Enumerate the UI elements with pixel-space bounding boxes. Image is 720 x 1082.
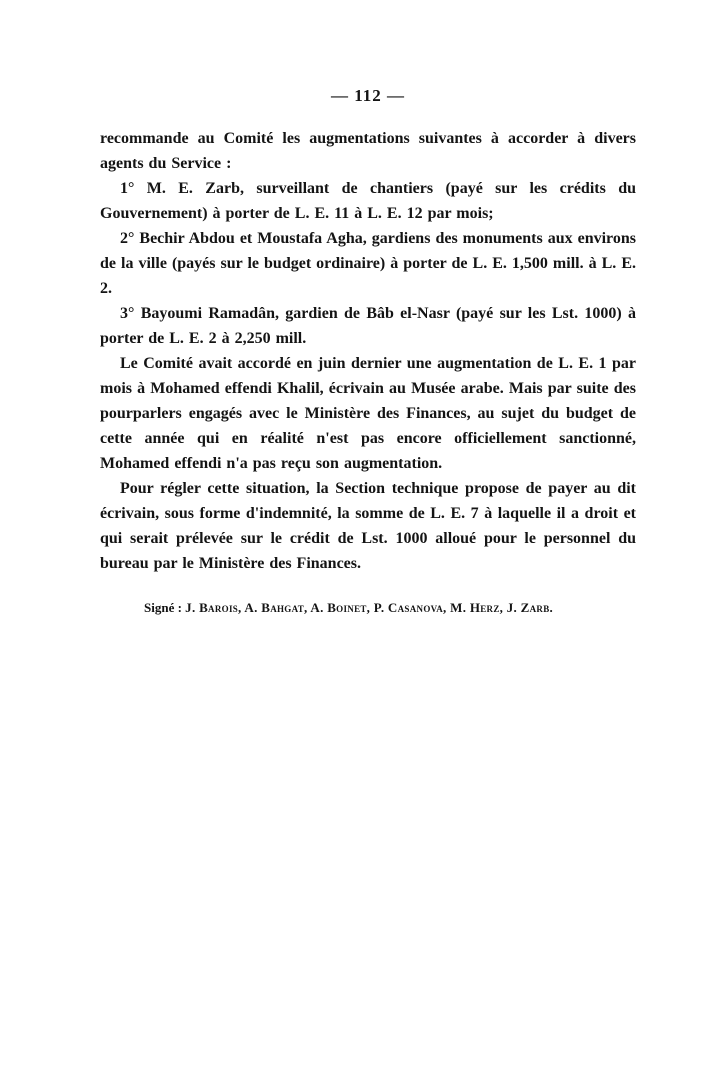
signature-line — [144, 600, 636, 616]
document-body — [100, 126, 636, 576]
paragraph-item-1: 1° M. E. Zarb, surveillant de chantiers (payé sur les crédits du Gouvernement) à porter de L. E. 11 à L. E. 12 par mois; — [100, 180, 636, 222]
paragraph-item-2: 2° Bechir Abdou et Moustafa Agha, gardiens des monuments aux environs de la ville (payés sur le budget ordinaire) à porter de L. E. 1,500 mill. à L. E. 2. — [100, 230, 636, 297]
signature-names: J. Barois, A. Bahgat, A. Boinet, P. Casanova, M. Herz, J. Zarb. — [185, 600, 554, 615]
paragraph-item-3: 3° Bayoumi Ramadân, gardien de Bâb el-Nasr (payé sur les Lst. 1000) à porter de L. E. 2 à 2,250 mill. — [100, 305, 636, 347]
paragraph-section-technique: Pour régler cette situation, la Section technique propose de payer au dit écrivain, sous forme d'indemnité, la somme de L. E. 7 à laquelle il a droit et qui serait prélevée sur le crédit de Lst. 1000 alloué pour le personnel du bureau par le Ministère des Finances. — [100, 480, 636, 572]
page-number: — 112 — — [330, 86, 406, 105]
signature-prefix: Signé : — [144, 600, 186, 615]
paragraph-intro: recommande au Comité les augmentations suivantes à accorder à divers agents du Service : — [100, 130, 636, 172]
paragraph-comite: Le Comité avait accordé en juin dernier une augmentation de L. E. 1 par mois à Mohamed effendi Khalil, écrivain au Musée arabe. Mais par suite des pourparlers engagés avec le Ministère des Finances, au sujet du budget de cette année qui en réalité n'est pas encore officiellement sanctionné, Mohamed effendi n'a pas reçu son augmentation. — [100, 355, 636, 472]
